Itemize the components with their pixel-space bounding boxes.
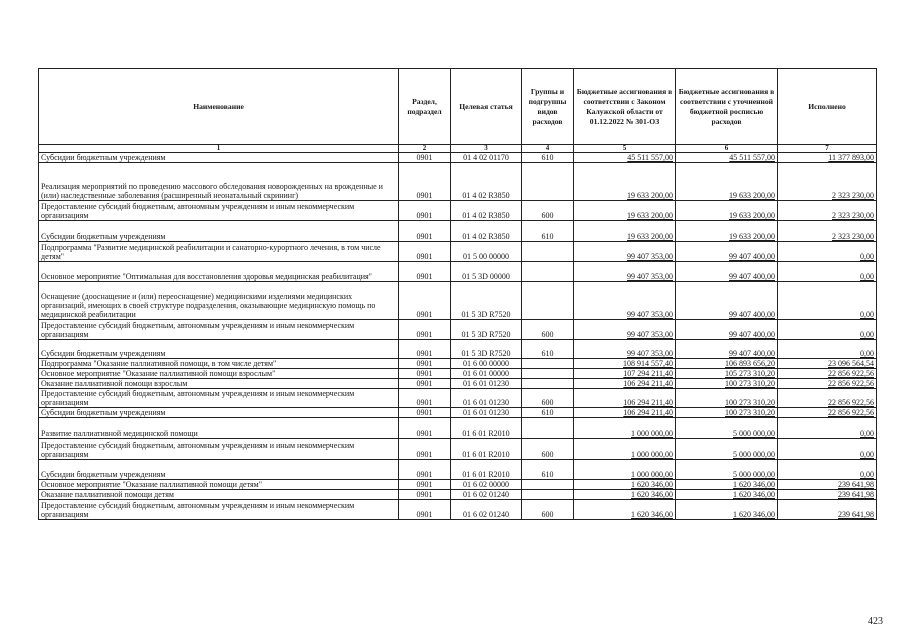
header-expense-groups: Группы и подгруппы видов расходов [522, 69, 574, 145]
cell-name: Реализация мероприятий по проведению массового обследования новорожденных на врожденные и (или) наследственные заболевания (расширенный неонатальный скрининг) [39, 163, 399, 201]
cell-revised: 100 273 310,20 [676, 408, 778, 418]
table-row [39, 389, 877, 408]
table-row [39, 439, 877, 460]
cell-name: Основное мероприятие "Оптимальная для восстановления здоровья медицинская реабилитация" [39, 262, 399, 282]
cell-revised: 100 273 310,20 [676, 379, 778, 389]
cell-section: 0901 [399, 359, 451, 369]
cell-group: 600 [522, 201, 574, 221]
cell-group [522, 359, 574, 369]
cell-group [522, 379, 574, 389]
table-row [39, 340, 877, 359]
cell-group: 610 [522, 408, 574, 418]
cell-executed: 2 323 230,00 [778, 221, 877, 242]
cell-law: 45 511 557,00 [574, 153, 676, 163]
cell-name: Субсидии бюджетным учреждениям [39, 460, 399, 480]
cell-name: Предоставление субсидий бюджетным, автономным учреждениям и иным некоммерческим организациям [39, 500, 399, 520]
table-row [39, 418, 877, 439]
cell-name: Предоставление субсидий бюджетным, автономным учреждениям и иным некоммерческим организациям [39, 389, 399, 408]
cell-law: 99 407 353,00 [574, 282, 676, 320]
column-number: 3 [451, 145, 522, 153]
cell-law: 19 633 200,00 [574, 163, 676, 201]
cell-target: 01 5 00 00000 [451, 242, 522, 262]
cell-name: Предоставление субсидий бюджетным, автономным учреждениям и иным некоммерческим организациям [39, 201, 399, 221]
table-row [39, 282, 877, 320]
cell-law: 106 294 211,40 [574, 408, 676, 418]
cell-target: 01 6 01 R2010 [451, 460, 522, 480]
cell-revised: 99 407 400,00 [676, 242, 778, 262]
header-executed: Исполнено [778, 69, 877, 145]
cell-target: 01 5 3D 00000 [451, 262, 522, 282]
cell-revised: 106 893 656,20 [676, 359, 778, 369]
cell-executed: 0,00 [778, 439, 877, 460]
cell-law: 106 294 211,40 [574, 379, 676, 389]
cell-target: 01 4 02 R3850 [451, 221, 522, 242]
cell-section: 0901 [399, 201, 451, 221]
cell-section: 0901 [399, 282, 451, 320]
header-target-article: Целевая статья [451, 69, 522, 145]
cell-name: Подпрограмма "Оказание паллиативной помощи, в том числе детям" [39, 359, 399, 369]
cell-revised: 19 633 200,00 [676, 163, 778, 201]
budget-table [38, 68, 877, 520]
cell-group: 610 [522, 340, 574, 359]
cell-section: 0901 [399, 153, 451, 163]
cell-revised: 5 000 000,00 [676, 439, 778, 460]
cell-executed: 22 856 922,56 [778, 389, 877, 408]
cell-executed: 23 096 564,54 [778, 359, 877, 369]
cell-group: 610 [522, 221, 574, 242]
cell-group [522, 242, 574, 262]
cell-section: 0901 [399, 221, 451, 242]
cell-name: Основное мероприятие "Оказание паллиативной помощи взрослым" [39, 369, 399, 379]
cell-executed: 0,00 [778, 262, 877, 282]
table-row [39, 408, 877, 418]
cell-target: 01 6 00 00000 [451, 359, 522, 369]
cell-revised: 99 407 400,00 [676, 340, 778, 359]
cell-section: 0901 [399, 379, 451, 389]
cell-executed: 239 641,98 [778, 480, 877, 490]
cell-executed: 22 856 922,56 [778, 408, 877, 418]
page-number: 423 [868, 616, 883, 627]
table-row [39, 379, 877, 389]
cell-group: 600 [522, 439, 574, 460]
cell-revised: 105 273 310,20 [676, 369, 778, 379]
cell-revised: 1 620 346,00 [676, 500, 778, 520]
cell-name: Субсидии бюджетным учреждениям [39, 153, 399, 163]
cell-target: 01 6 01 R2010 [451, 439, 522, 460]
cell-executed: 0,00 [778, 418, 877, 439]
cell-executed: 0,00 [778, 460, 877, 480]
column-number: 6 [676, 145, 778, 153]
cell-law: 108 914 557,40 [574, 359, 676, 369]
cell-name: Субсидии бюджетным учреждениям [39, 408, 399, 418]
cell-section: 0901 [399, 242, 451, 262]
cell-target: 01 6 01 R2010 [451, 418, 522, 439]
cell-target: 01 4 02 R3850 [451, 163, 522, 201]
cell-section: 0901 [399, 369, 451, 379]
cell-target: 01 5 3D R7520 [451, 282, 522, 320]
table-row [39, 500, 877, 520]
table-row [39, 480, 877, 490]
column-number: 1 [39, 145, 399, 153]
cell-law: 1 000 000,00 [574, 439, 676, 460]
cell-name: Оснащение (дооснащение и (или) переоснащение) медицинскими изделиями медицинских организаций, имеющих в своей структуре подразделения, оказывающие медицинскую помощь по медицинской реабилитации [39, 282, 399, 320]
table-row [39, 242, 877, 262]
cell-group [522, 262, 574, 282]
cell-target: 01 6 01 01230 [451, 408, 522, 418]
cell-revised: 5 000 000,00 [676, 460, 778, 480]
cell-target: 01 6 02 01240 [451, 490, 522, 500]
cell-executed: 239 641,98 [778, 490, 877, 500]
header-section: Раздел, подраздел [399, 69, 451, 145]
cell-revised: 99 407 400,00 [676, 320, 778, 340]
cell-group: 600 [522, 320, 574, 340]
table-row [39, 460, 877, 480]
cell-executed: 239 641,98 [778, 500, 877, 520]
cell-section: 0901 [399, 320, 451, 340]
cell-law: 19 633 200,00 [574, 201, 676, 221]
cell-section: 0901 [399, 262, 451, 282]
header-revised-allocations: Бюджетные ассигнования в соответствии с уточненной бюджетной росписью расходов [676, 69, 778, 145]
cell-law: 99 407 353,00 [574, 262, 676, 282]
cell-section: 0901 [399, 418, 451, 439]
cell-executed: 0,00 [778, 320, 877, 340]
column-number-row [39, 145, 877, 153]
cell-group: 610 [522, 153, 574, 163]
table-row [39, 320, 877, 340]
table-row [39, 262, 877, 282]
cell-executed: 22 856 922,56 [778, 369, 877, 379]
cell-name: Развитие паллиативной медицинской помощи [39, 418, 399, 439]
cell-law: 19 633 200,00 [574, 221, 676, 242]
cell-group [522, 418, 574, 439]
cell-target: 01 6 02 01240 [451, 500, 522, 520]
cell-revised: 5 000 000,00 [676, 418, 778, 439]
cell-target: 01 4 02 R3850 [451, 201, 522, 221]
table-row [39, 359, 877, 369]
cell-name: Основное мероприятие "Оказание паллиативной помощи детям" [39, 480, 399, 490]
cell-executed: 22 856 922,56 [778, 379, 877, 389]
cell-target: 01 5 3D R7520 [451, 320, 522, 340]
cell-law: 1 620 346,00 [574, 480, 676, 490]
cell-target: 01 6 02 00000 [451, 480, 522, 490]
cell-law: 99 407 353,00 [574, 320, 676, 340]
cell-name: Предоставление субсидий бюджетным, автономным учреждениям и иным некоммерческим организациям [39, 320, 399, 340]
cell-group [522, 282, 574, 320]
cell-revised: 1 620 346,00 [676, 490, 778, 500]
cell-executed: 2 323 230,00 [778, 201, 877, 221]
cell-section: 0901 [399, 163, 451, 201]
cell-law: 1 000 000,00 [574, 418, 676, 439]
cell-group: 610 [522, 460, 574, 480]
cell-revised: 19 633 200,00 [676, 221, 778, 242]
cell-name: Субсидии бюджетным учреждениям [39, 221, 399, 242]
cell-law: 1 620 346,00 [574, 500, 676, 520]
cell-name: Подпрограмма "Развитие медицинской реабилитации и санаторно-курортного лечения, в том числе детям" [39, 242, 399, 262]
cell-group: 600 [522, 389, 574, 408]
cell-name: Субсидии бюджетным учреждениям [39, 340, 399, 359]
cell-law: 1 000 000,00 [574, 460, 676, 480]
cell-group [522, 163, 574, 201]
cell-executed: 0,00 [778, 242, 877, 262]
cell-section: 0901 [399, 389, 451, 408]
cell-revised: 99 407 400,00 [676, 282, 778, 320]
cell-section: 0901 [399, 500, 451, 520]
table-row [39, 221, 877, 242]
cell-law: 106 294 211,40 [574, 389, 676, 408]
table-row [39, 369, 877, 379]
cell-section: 0901 [399, 408, 451, 418]
cell-executed: 11 377 893,00 [778, 153, 877, 163]
cell-target: 01 6 01 01230 [451, 389, 522, 408]
cell-law: 107 294 211,40 [574, 369, 676, 379]
table-row [39, 490, 877, 500]
table-body [39, 153, 877, 520]
cell-executed: 0,00 [778, 340, 877, 359]
cell-name: Оказание паллиативной помощи детям [39, 490, 399, 500]
column-number: 4 [522, 145, 574, 153]
column-number: 2 [399, 145, 451, 153]
cell-revised: 45 511 557,00 [676, 153, 778, 163]
cell-name: Оказание паллиативной помощи взрослым [39, 379, 399, 389]
cell-revised: 19 633 200,00 [676, 201, 778, 221]
cell-law: 1 620 346,00 [574, 490, 676, 500]
cell-law: 99 407 353,00 [574, 340, 676, 359]
cell-section: 0901 [399, 480, 451, 490]
header-law-allocations: Бюджетные ассигнования в соответствии с Законом Калужской области от 01.12.2022 № 301-ОЗ [574, 69, 676, 145]
cell-group: 600 [522, 500, 574, 520]
cell-target: 01 6 01 00000 [451, 369, 522, 379]
cell-executed: 0,00 [778, 282, 877, 320]
cell-section: 0901 [399, 490, 451, 500]
cell-section: 0901 [399, 340, 451, 359]
cell-target: 01 6 01 01230 [451, 379, 522, 389]
cell-section: 0901 [399, 439, 451, 460]
table-row [39, 201, 877, 221]
cell-revised: 99 407 400,00 [676, 262, 778, 282]
cell-group [522, 480, 574, 490]
cell-group [522, 369, 574, 379]
table-row [39, 153, 877, 163]
table-row [39, 163, 877, 201]
column-number: 5 [574, 145, 676, 153]
cell-group [522, 490, 574, 500]
cell-revised: 1 620 346,00 [676, 480, 778, 490]
cell-target: 01 4 02 01170 [451, 153, 522, 163]
cell-revised: 100 273 310,20 [676, 389, 778, 408]
cell-executed: 2 323 230,00 [778, 163, 877, 201]
cell-law: 99 407 353,00 [574, 242, 676, 262]
cell-target: 01 5 3D R7520 [451, 340, 522, 359]
header-name: Наименование [39, 69, 399, 145]
cell-section: 0901 [399, 460, 451, 480]
cell-name: Предоставление субсидий бюджетным, автономным учреждениям и иным некоммерческим организациям [39, 439, 399, 460]
column-number: 7 [778, 145, 877, 153]
